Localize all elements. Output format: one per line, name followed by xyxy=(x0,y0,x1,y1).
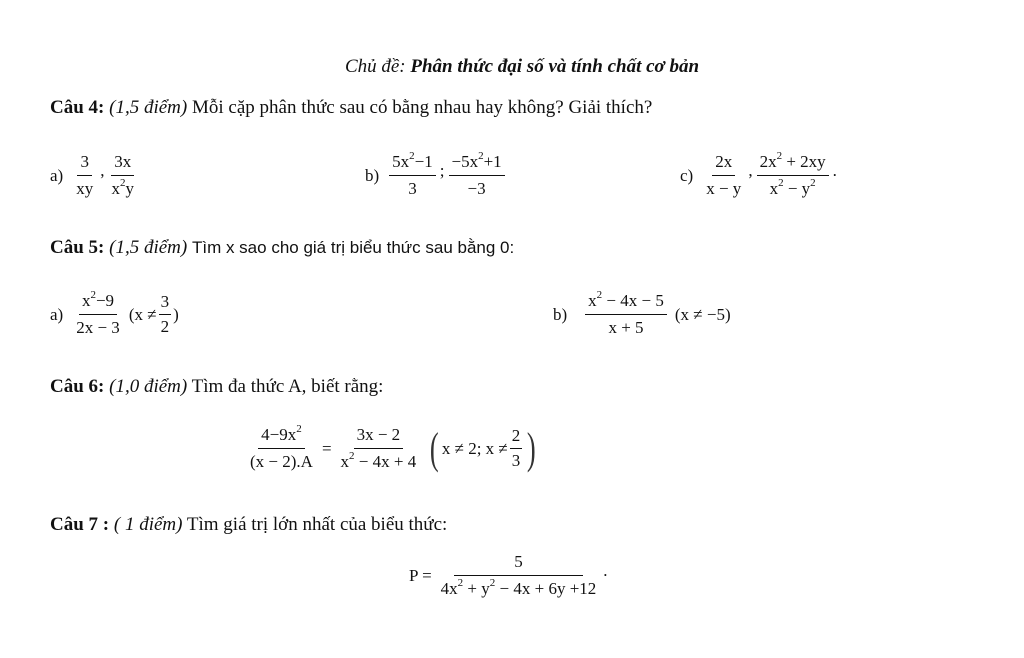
question-4-label: Câu 4: xyxy=(50,97,105,118)
fraction xyxy=(757,152,829,199)
part-label: a) xyxy=(50,165,64,185)
question-7-expression xyxy=(405,552,610,599)
question-7-heading xyxy=(50,514,447,536)
numerator: $x^2-9$ xyxy=(79,291,117,315)
condition-fraction xyxy=(159,293,172,336)
numerator: $2x^2 + 2xy$ xyxy=(757,152,829,176)
question-7-text: Tìm giá trị lớn nhất của biểu thức: xyxy=(186,514,448,535)
expression-lhs: P = xyxy=(409,565,432,585)
numerator: 3x xyxy=(111,152,134,176)
numerator: 3 xyxy=(159,293,172,315)
fraction xyxy=(73,152,96,199)
question-5a xyxy=(50,291,179,338)
question-4-heading xyxy=(50,97,652,119)
separator: , xyxy=(100,161,105,180)
denominator: 3 xyxy=(511,451,521,470)
question-4-text: Mỗi cặp phân thức sau có bằng nhau hay không? Giải thích? xyxy=(191,97,653,118)
equals-sign: = xyxy=(321,438,332,458)
part-label: b) xyxy=(365,165,380,185)
denominator: 2x − 3 xyxy=(76,318,120,337)
fraction xyxy=(449,152,505,199)
fraction xyxy=(108,152,137,199)
denominator: xy xyxy=(76,179,94,198)
denominator: 2 xyxy=(160,317,170,336)
question-4b xyxy=(365,152,507,199)
denominator: $x^2 - 4x + 4$ xyxy=(340,450,417,471)
numerator: $x^2 - 4x - 5$ xyxy=(585,291,667,315)
denominator: $4x^2 + y^2 - 4x + 6y +12$ xyxy=(440,577,597,598)
question-5-heading xyxy=(50,237,514,259)
condition-fraction xyxy=(510,427,523,470)
question-5-label: Câu 5: xyxy=(50,237,105,258)
condition-open: (x ≠ xyxy=(128,304,157,324)
separator: ; xyxy=(439,161,445,180)
part-label: b) xyxy=(553,304,568,324)
fraction xyxy=(247,425,316,472)
part-label: a) xyxy=(50,304,64,324)
denominator: 3 xyxy=(408,179,417,198)
condition-close: ) xyxy=(173,304,179,324)
numerator: 3x − 2 xyxy=(354,425,404,449)
period: . xyxy=(603,561,608,580)
fraction xyxy=(585,291,667,338)
question-7-label: Câu 7 : xyxy=(50,514,110,535)
topic-title xyxy=(0,56,1024,78)
question-7-points: ( 1 điểm) xyxy=(113,514,183,535)
left-paren: ( xyxy=(430,423,439,473)
numerator: 5 xyxy=(454,552,583,576)
numerator: 3 xyxy=(77,152,92,176)
question-5-points: (1,5 điểm) xyxy=(109,237,188,258)
period: . xyxy=(832,161,837,180)
numerator: $5x^2-1$ xyxy=(389,152,436,176)
condition: x ≠ 2; x ≠ xyxy=(441,438,508,458)
question-5-text: Tìm x sao cho giá trị biểu thức sau bằng 0: xyxy=(191,238,515,257)
denominator: x − y xyxy=(706,179,742,198)
question-6-label: Câu 6: xyxy=(50,376,105,397)
topic-lead: Chủ đề: xyxy=(344,56,406,77)
question-5b xyxy=(553,291,731,338)
question-4a xyxy=(50,152,139,199)
numerator: 2x xyxy=(712,152,735,176)
question-4c xyxy=(680,152,839,199)
denominator: (x − 2).A xyxy=(250,452,313,471)
fraction xyxy=(338,425,420,472)
fraction xyxy=(389,152,436,199)
question-6-points: (1,0 điểm) xyxy=(109,376,188,397)
fraction xyxy=(438,552,600,599)
fraction xyxy=(703,152,744,199)
topic-text: Phân thức đại số và tính chất cơ bản xyxy=(410,56,700,77)
denominator: x + 5 xyxy=(608,318,644,337)
separator: , xyxy=(748,161,753,180)
right-paren: ) xyxy=(527,423,536,473)
question-6-equation xyxy=(245,425,539,472)
fraction xyxy=(73,291,123,338)
question-4-points: (1,5 điểm) xyxy=(109,97,188,118)
question-6-heading xyxy=(50,376,383,398)
numerator: 2 xyxy=(510,427,523,449)
denominator: $x^2y$ xyxy=(111,177,134,198)
numerator: $4-9x^2$ xyxy=(258,425,305,449)
question-6-text: Tìm đa thức A, biết rằng: xyxy=(191,376,384,397)
numerator: $-5x^2+1$ xyxy=(449,152,505,176)
denominator: $x^2 - y^2$ xyxy=(769,177,816,198)
denominator: −3 xyxy=(467,179,486,198)
part-label: c) xyxy=(680,165,694,185)
condition: (x ≠ −5) xyxy=(674,304,731,324)
